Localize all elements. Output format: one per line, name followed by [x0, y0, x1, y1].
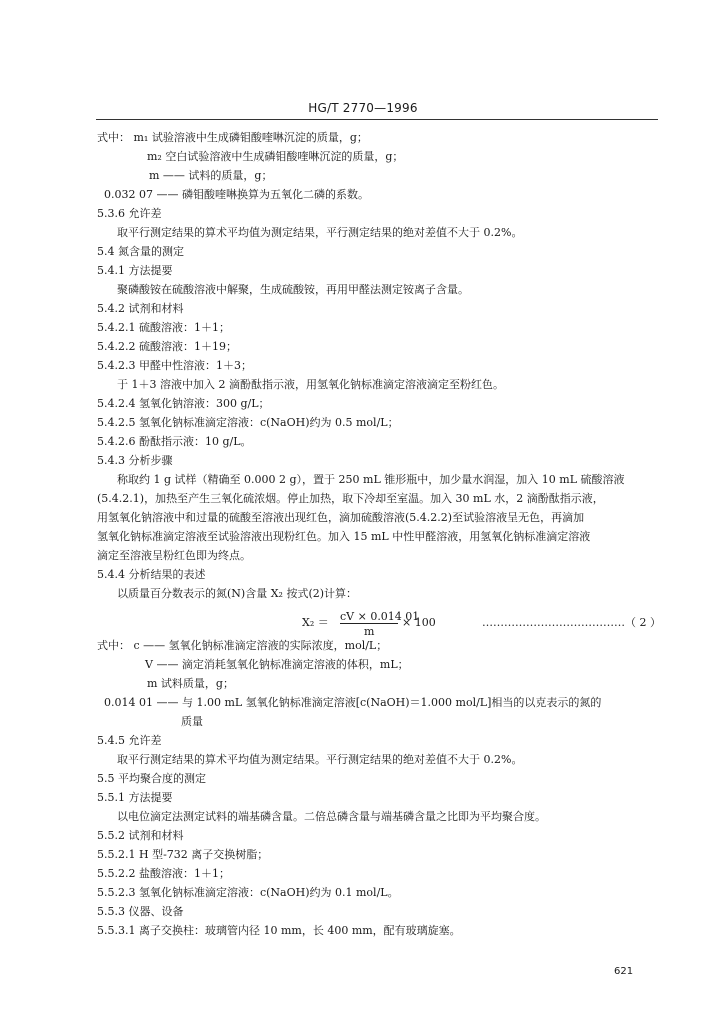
text-line-s5423-body: 于 1＋3 溶液中加入 2 滴酚酞指示液，用氢氧化钠标准滴定溶液滴定至粉红色。 [117, 378, 504, 391]
text-line-s5521: 5.5.2.1 H 型-732 离子交换树脂； [97, 848, 269, 861]
text-line-s5522: 5.5.2.2 盐酸溶液：1＋1； [97, 867, 230, 880]
equation-number: …………………………………（ 2 ） [482, 616, 661, 629]
text-line-s5425: 5.4.2.5 氢氧化钠标准滴定溶液：c(NaOH)约为 0.5 mol/L； [97, 416, 399, 429]
text-line-s536: 5.3.6 允许差 [97, 207, 162, 220]
text-line-s551-body: 以电位滴定法测定试料的端基磷含量。二倍总磷含量与端基磷含量之比即为平均聚合度。 [117, 810, 546, 823]
text-line-s541: 5.4.1 方法提要 [97, 264, 173, 277]
text-line-s552: 5.5.2 试剂和材料 [97, 829, 184, 842]
text-line-s536-body: 取平行测定结果的算术平均值为测定结果，平行测定结果的绝对差值不大于 0.2%。 [117, 226, 523, 239]
text-line-s543-b2: (5.4.2.1)，加热至产生三氧化硫浓烟。停止加热，取下冷却至室温。加入 30 mL 水，2 滴酚酞指示液， [97, 492, 604, 505]
formula-denominator: m [364, 625, 375, 638]
text-line-where-m3: m 试料质量，g； [147, 677, 234, 690]
text-line-s541-body: 聚磷酸铵在硫酸溶液中解聚，生成硫酸铵，再用甲醛法测定铵离子含量。 [117, 283, 469, 296]
text-line-s545-body: 取平行测定结果的算术平均值为测定结果。平行测定结果的绝对差值不大于 0.2%。 [117, 753, 523, 766]
fraction-bar [340, 623, 398, 624]
text-line-s54: 5.4 氮含量的测定 [97, 245, 184, 258]
standard-header: HG/T 2770—1996 [308, 101, 418, 115]
page-number: 621 [614, 966, 634, 977]
text-line-s5426: 5.4.2.6 酚酞指示液：10 g/L。 [97, 435, 252, 448]
text-line-where-m: m —— 试料的质量，g； [149, 169, 273, 182]
text-line-s543-b3: 用氢氧化钠溶液中和过量的硫酸至溶液出现红色，滴加硫酸溶液(5.4.2.2)至试验溶液呈无色，再滴加 [97, 511, 585, 524]
text-line-s5421: 5.4.2.1 硫酸溶液：1＋1； [97, 321, 230, 334]
text-line-s55: 5.5 平均聚合度的测定 [97, 772, 206, 785]
text-line-s542: 5.4.2 试剂和材料 [97, 302, 184, 315]
text-line-s545: 5.4.5 允许差 [97, 734, 162, 747]
text-line-s543: 5.4.3 分析步骤 [97, 454, 173, 467]
text-line-where-m2: m₂ 空白试验溶液中生成磷钼酸喹啉沉淀的质量，g； [147, 150, 404, 163]
text-line-s544-body: 以质量百分数表示的氮(N)含量 X₂ 按式(2)计算： [117, 587, 358, 600]
text-line-where-v: V —— 滴定消耗氢氧化钠标准滴定溶液的体积，mL； [145, 658, 409, 671]
text-line-s5424: 5.4.2.4 氢氧化钠溶液：300 g/L； [97, 397, 270, 410]
text-line-s5423: 5.4.2.3 甲醛中性溶液：1＋3； [97, 359, 252, 372]
text-line-s5422: 5.4.2.2 硫酸溶液：1＋19； [97, 340, 237, 353]
formula-rhs: × 100 [402, 616, 436, 629]
text-line-s553: 5.5.3 仪器、设备 [97, 905, 184, 918]
text-line-s544: 5.4.4 分析结果的表述 [97, 568, 206, 581]
text-line-s5531: 5.5.3.1 离子交换柱：玻璃管内径 10 mm，长 400 mm，配有玻璃旋塞。 [97, 924, 461, 937]
text-line-coef2-cont: 质量 [181, 715, 203, 728]
text-line-where-m1: 式中： m₁ 试验溶液中生成磷钼酸喹啉沉淀的质量，g； [97, 131, 368, 144]
text-line-s5523: 5.5.2.3 氢氧化钠标准滴定溶液：c(NaOH)约为 0.1 mol/L。 [97, 886, 399, 899]
header-rule [96, 119, 658, 120]
text-line-coef: 0.032 07 —— 磷钼酸喹啉换算为五氧化二磷的系数。 [104, 188, 369, 201]
text-line-s543-b5: 滴定至溶液呈粉红色即为终点。 [97, 549, 251, 562]
text-line-s543-b1: 称取约 1 g 试样（精确至 0.000 2 g），置于 250 mL 锥形瓶中，加少量水润湿，加入 10 mL 硫酸溶液 [117, 473, 625, 486]
text-line-coef2: 0.014 01 —— 与 1.00 mL 氢氧化钠标准滴定溶液[c(NaOH)＝1.000 mol/L]相当的以克表示的氮的 [104, 696, 602, 709]
formula-numerator: cV × 0.014 01 [340, 610, 420, 623]
text-line-s551: 5.5.1 方法提要 [97, 791, 173, 804]
text-line-where-c: 式中： c —— 氢氧化钠标准滴定溶液的实际浓度，mol/L； [97, 639, 388, 652]
text-line-s543-b4: 氢氧化钠标准滴定溶液至试验溶液出现粉红色。加入 15 mL 中性甲醛溶液，用氢氧化钠标准滴定溶液 [97, 530, 591, 543]
formula-lhs: X₂ ＝ [302, 616, 329, 629]
